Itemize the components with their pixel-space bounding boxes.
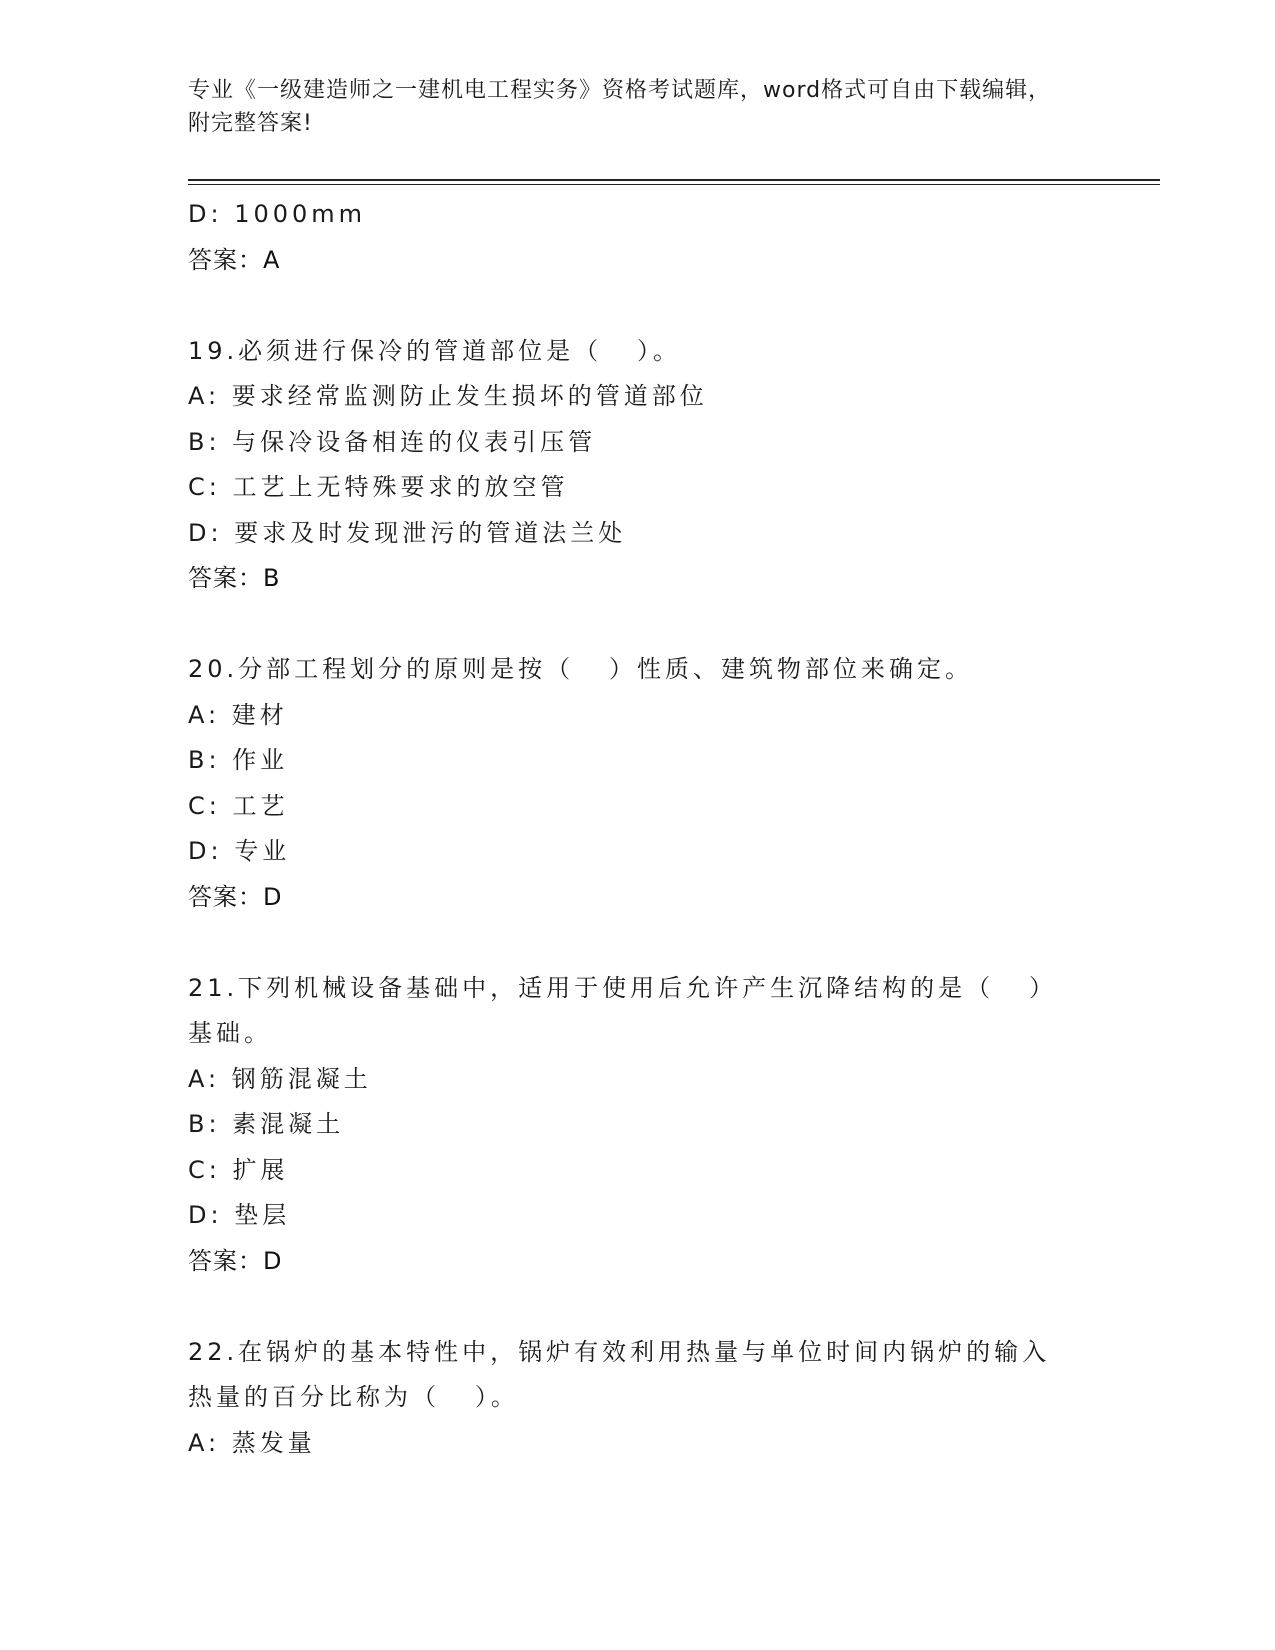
option-d-continued: D: 1000mm <box>188 200 367 228</box>
question-22-stem: 22.在锅炉的基本特性中，锅炉有效利用热量与单位时间内锅炉的输入热量的百分比称为（ ）。 <box>188 1337 1051 1411</box>
question-20-answer: 答案：D <box>188 882 283 911</box>
page-header: 专业《一级建造师之一建机电工程实务》资格考试题库，word格式可自由下载编辑，附完整答案! <box>188 78 1052 136</box>
spacer <box>188 602 1088 648</box>
spacer <box>188 920 1088 966</box>
header-rule-thick <box>188 179 1160 181</box>
question-20-option-a: A: 建材 <box>188 700 288 729</box>
question-21-option-b: B: 素混凝土 <box>188 1110 345 1138</box>
question-20-option-b: B: 作业 <box>188 746 289 774</box>
question-19-option-c: C: 工艺上无特殊要求的放空管 <box>188 473 569 501</box>
question-20-option-d: D: 专业 <box>188 837 291 865</box>
question-20-stem: 20.分部工程划分的原则是按（ ）性质、建筑物部位来确定。 <box>188 655 974 683</box>
question-content <box>188 192 1088 1466</box>
answer-continued: 答案：A <box>188 245 281 274</box>
spacer <box>188 1284 1088 1330</box>
question-20-option-c: C: 工艺 <box>188 791 289 820</box>
question-19-option-d: D: 要求及时发现泄污的管道法兰处 <box>188 518 627 547</box>
question-21-option-d: D: 垫层 <box>188 1201 291 1229</box>
header-rule-thin <box>188 184 1160 185</box>
question-21-stem: 21.下列机械设备基础中，适用于使用后允许产生沉降结构的是（ ）基础。 <box>188 973 1058 1047</box>
question-19-answer: 答案：B <box>188 564 281 592</box>
question-21-option-a: A: 钢筋混凝土 <box>188 1064 372 1093</box>
question-21-option-c: C: 扩展 <box>188 1155 289 1184</box>
question-19-option-b: B: 与保冷设备相连的仪表引压管 <box>188 427 597 456</box>
question-19-option-a: A: 要求经常监测防止发生损坏的管道部位 <box>188 382 708 410</box>
spacer <box>188 283 1088 329</box>
question-19-stem: 19.必须进行保冷的管道部位是（ ）。 <box>188 336 682 365</box>
question-22-option-a: A: 蒸发量 <box>188 1428 316 1457</box>
question-21-answer: 答案：D <box>188 1246 283 1275</box>
